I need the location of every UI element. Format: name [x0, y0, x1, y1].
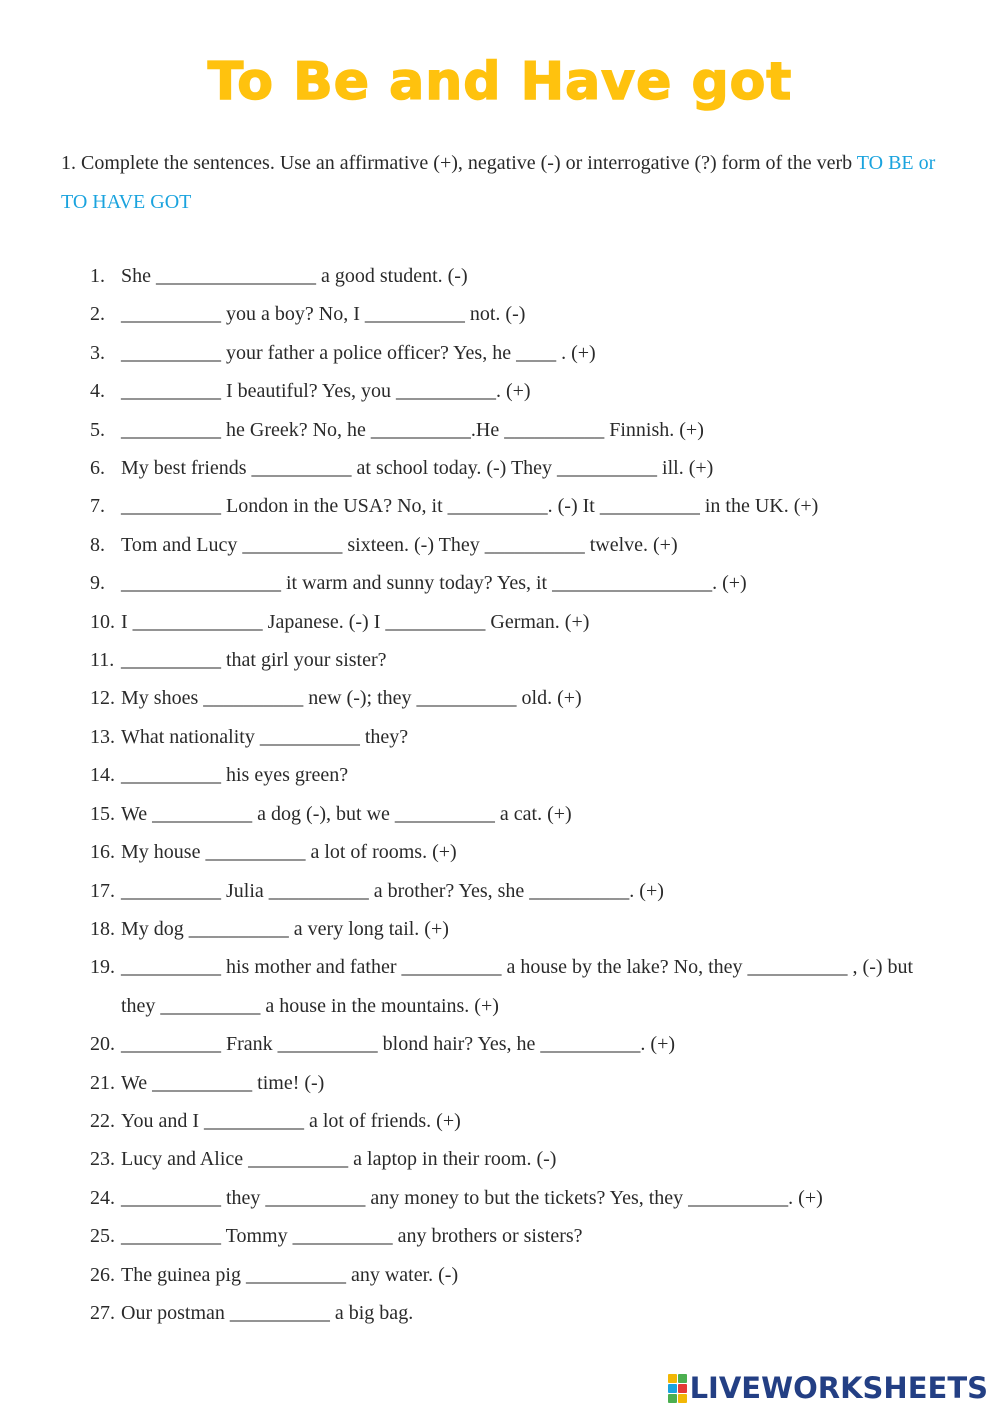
- exercise-number: 20.: [90, 1033, 115, 1056]
- exercise-item: [0, 1025, 921, 1063]
- exercise-item: [0, 411, 921, 449]
- exercise-number: 14.: [90, 764, 115, 787]
- exercise-text: __________ London in the USA? No, it __________. (-) It __________ in the UK. (+): [121, 495, 819, 518]
- logo-text: LIVEWORKSHEETS: [689, 1371, 988, 1405]
- exercise-item: [0, 372, 921, 410]
- exercise-number: 16.: [90, 841, 115, 864]
- exercise-text: Our postman __________ a big bag.: [121, 1301, 414, 1324]
- exercise-number: 19.: [90, 956, 115, 979]
- exercise-number: 13.: [90, 725, 115, 748]
- exercise-number: 2.: [90, 303, 105, 326]
- exercise-item: [0, 295, 921, 333]
- exercise-item: [0, 641, 921, 679]
- exercise-number: 12.: [90, 687, 115, 710]
- exercise-item: [0, 948, 921, 1025]
- exercise-number: 26.: [90, 1263, 115, 1286]
- exercise-text: __________ his mother and father __________ a house by the lake? No, they __________ , (-) but they __________ a house in the mountains. (+): [121, 956, 914, 1017]
- exercise-text: __________ that girl your sister?: [121, 649, 387, 672]
- liveworksheets-logo: [668, 1371, 988, 1405]
- exercise-text: __________ I beautiful? Yes, you __________. (+): [121, 380, 531, 403]
- instructions-highlight: TO BE or TO HAVE GOT: [61, 152, 936, 213]
- exercise-number: 24.: [90, 1186, 115, 1209]
- exercise-item: [0, 872, 921, 910]
- logo-square: [678, 1384, 687, 1393]
- worksheet-title: To Be and Have got: [207, 52, 793, 112]
- exercise-number: 23.: [90, 1148, 115, 1171]
- exercise-text: __________ they __________ any money to but the tickets? Yes, they __________. (+): [121, 1186, 823, 1209]
- exercise-number: 5.: [90, 418, 105, 441]
- exercise-text: We __________ time! (-): [121, 1071, 325, 1094]
- exercise-item: [0, 833, 921, 871]
- exercise-text: My shoes __________ new (-); they __________ old. (+): [121, 687, 582, 710]
- exercise-text: We __________ a dog (-), but we __________ a cat. (+): [121, 802, 572, 825]
- exercise-text: __________ Frank __________ blond hair? Yes, he __________. (+): [121, 1033, 676, 1056]
- exercise-item: [0, 1256, 921, 1294]
- exercise-item: [0, 1294, 921, 1332]
- exercise-text: My dog __________ a very long tail. (+): [121, 917, 449, 940]
- exercise-item: [0, 564, 921, 602]
- exercise-text: __________ you a boy? No, I __________ not. (-): [121, 303, 526, 326]
- logo-square: [678, 1394, 687, 1403]
- exercise-item: [0, 1179, 921, 1217]
- instructions-text: 1. Complete the sentences. Use an affirmative (+), negative (-) or interrogative (?) form of the verb: [61, 152, 857, 174]
- exercise-number: 7.: [90, 495, 105, 518]
- exercise-item: [0, 756, 921, 794]
- exercise-text: What nationality __________ they?: [121, 725, 409, 748]
- exercise-number: 8.: [90, 533, 105, 556]
- logo-icon: [668, 1374, 687, 1403]
- exercise-item: [0, 1140, 921, 1178]
- exercise-number: 25.: [90, 1225, 115, 1248]
- exercise-number: 18.: [90, 917, 115, 940]
- exercise-item: [0, 487, 921, 525]
- exercise-number: 4.: [90, 380, 105, 403]
- exercise-text: My best friends __________ at school today. (-) They __________ ill. (+): [121, 457, 714, 480]
- exercise-text: I _____________ Japanese. (-) I __________ German. (+): [121, 610, 590, 633]
- exercise-item: [0, 257, 921, 295]
- logo-square: [668, 1394, 677, 1403]
- exercise-number: 10.: [90, 610, 115, 633]
- exercise-number: 17.: [90, 879, 115, 902]
- exercise-number: 15.: [90, 802, 115, 825]
- exercise-item: [0, 1217, 921, 1255]
- instructions: [61, 144, 941, 221]
- exercise-item: [0, 1064, 921, 1102]
- exercise-text: __________ he Greek? No, he __________.He __________ Finnish. (+): [121, 418, 704, 441]
- exercise-text: Tom and Lucy __________ sixteen. (-) They __________ twelve. (+): [121, 533, 678, 556]
- exercise-item: [0, 910, 921, 948]
- logo-square: [678, 1374, 687, 1383]
- exercise-text: ________________ it warm and sunny today? Yes, it ________________. (+): [121, 572, 747, 595]
- exercise-item: [0, 603, 921, 641]
- exercise-text: Lucy and Alice __________ a laptop in their room. (-): [121, 1148, 557, 1171]
- exercise-item: [0, 334, 921, 372]
- exercise-item: [0, 1102, 921, 1140]
- exercise-number: 11.: [90, 649, 115, 672]
- exercise-text: She ________________ a good student. (-): [121, 265, 468, 287]
- exercise-number: 22.: [90, 1109, 115, 1132]
- exercise-item: [0, 449, 921, 487]
- exercise-number: 9.: [90, 572, 105, 595]
- exercise-number: 21.: [90, 1071, 115, 1094]
- exercise-text: __________ his eyes green?: [121, 764, 349, 787]
- exercise-text: __________ your father a police officer? Yes, he ____ . (+): [121, 341, 596, 364]
- logo-square: [668, 1374, 677, 1383]
- exercise-list: [0, 257, 1000, 1332]
- exercise-item: [0, 718, 921, 756]
- exercise-number: 6.: [90, 457, 105, 480]
- logo-square: [668, 1384, 677, 1393]
- exercise-number: 1.: [90, 265, 105, 287]
- exercise-item: [0, 526, 921, 564]
- exercise-item: [0, 679, 921, 717]
- exercise-item: [0, 795, 921, 833]
- exercise-text: The guinea pig __________ any water. (-): [121, 1263, 459, 1286]
- exercise-text: You and I __________ a lot of friends. (+): [121, 1109, 461, 1132]
- exercise-text: __________ Tommy __________ any brothers or sisters?: [121, 1225, 583, 1248]
- exercise-number: 27.: [90, 1301, 115, 1324]
- exercise-number: 3.: [90, 341, 105, 364]
- exercise-text: My house __________ a lot of rooms. (+): [121, 841, 457, 864]
- exercise-text: __________ Julia __________ a brother? Yes, she __________. (+): [121, 879, 664, 902]
